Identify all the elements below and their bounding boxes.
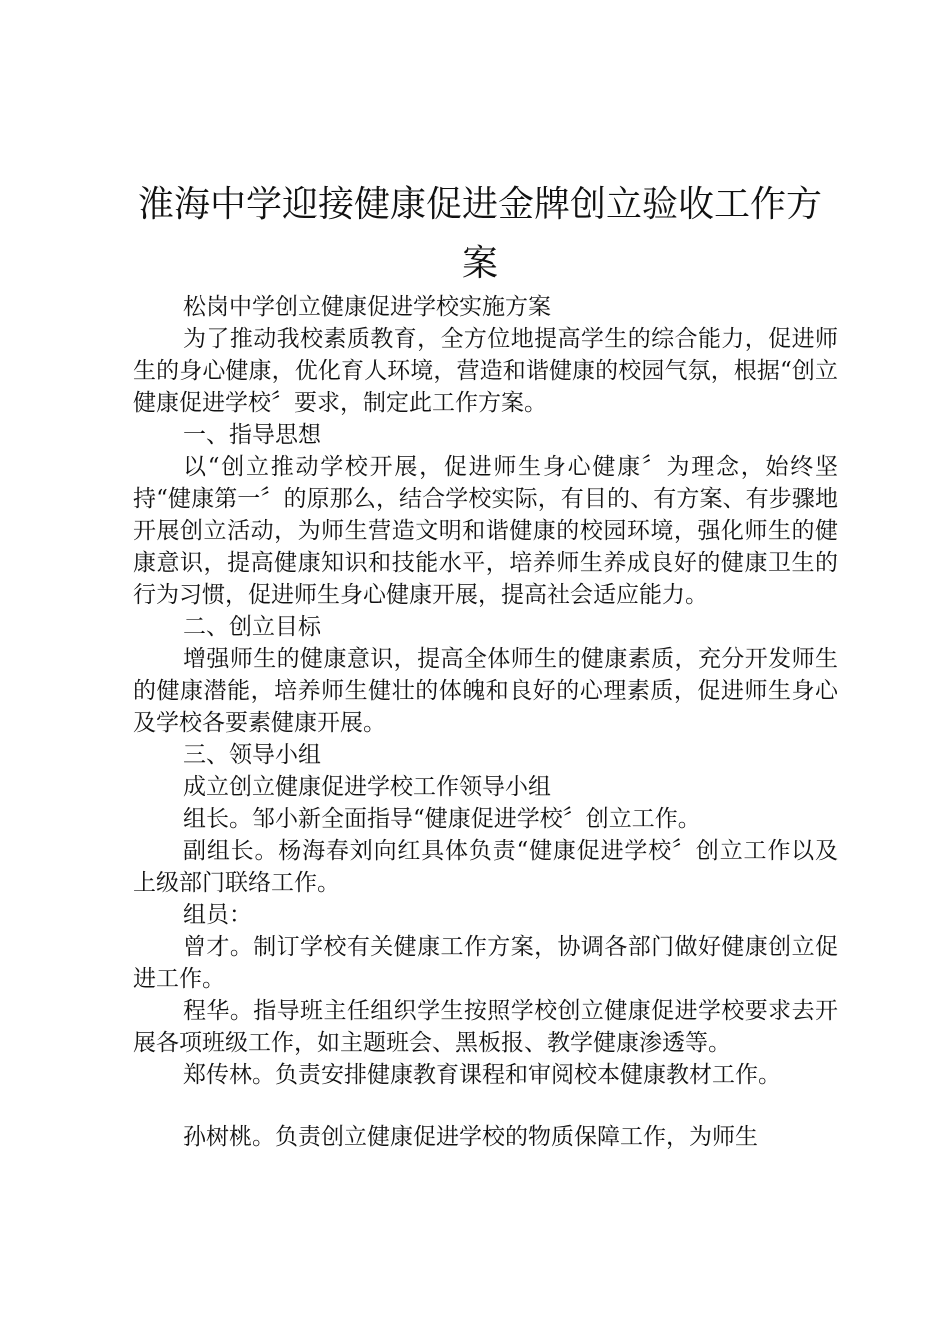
member-paragraph-4: 孙树桃。负责创立健康促进学校的物质保障工作，为师生 <box>183 1124 758 1150</box>
paragraph-gap <box>133 1091 838 1121</box>
subtitle-paragraph: 松岗中学创立健康促进学校实施方案 <box>183 294 551 320</box>
document-body <box>133 291 838 1153</box>
goals-paragraph: 增强师生的健康意识，提高全体师生的健康素质，充分开发师生的健康潜能，培养师生健壮的体魄和良好的心理素质，促进师生身心及学校各要素健康开展。 <box>133 646 838 736</box>
leadership-intro-paragraph: 成立创立健康促进学校工作领导小组 <box>183 774 551 800</box>
section-heading-goals: 二、创立目标 <box>183 614 321 640</box>
intro-paragraph: 为了推动我校素质教育，全方位地提高学生的综合能力，促进师生的身心健康，优化育人环境，营造和谐健康的校园气氛，根据“创立健康促进学校〞要求，制定此工作方案。 <box>133 326 838 416</box>
leader-paragraph: 组长。邹小新全面指导“健康促进学校〞创立工作。 <box>183 806 701 832</box>
member-paragraph-1: 曾才。制订学校有关健康工作方案，协调各部门做好健康创立促进工作。 <box>133 934 838 992</box>
member-paragraph-2: 程华。指导班主任组织学生按照学校创立健康促进学校要求去开展各项班级工作，如主题班会、黑板报、教学健康渗透等。 <box>133 998 838 1056</box>
section-heading-guiding-thought: 一、指导思想 <box>183 422 321 448</box>
document-title-line-2: 案 <box>461 243 498 284</box>
guiding-thought-paragraph: 以“创立推动学校开展，促进师生身心健康〞为理念，始终坚持“健康第一〞的原那么，结合学校实际，有目的、有方案、有步骤地开展创立活动，为师生营造文明和谐健康的校园环境，强化师生的健康意识，提高健康知识和技能水平，培养师生养成良好的健康卫生的行为习惯，促进师生身心健康开展，提高社会适应能力。 <box>133 454 838 608</box>
document-title-line-1: 淮海中学迎接健康促进金牌创立验收工作方 <box>137 184 822 225</box>
member-paragraph-3: 郑传林。负责安排健康教育课程和审阅校本健康教材工作。 <box>183 1062 781 1088</box>
section-heading-leadership: 三、领导小组 <box>183 742 321 768</box>
vice-leader-paragraph: 副组长。杨海春刘向红具体负责“健康促进学校〞创立工作以及上级部门联络工作。 <box>133 838 838 896</box>
members-label: 组员： <box>183 902 252 928</box>
